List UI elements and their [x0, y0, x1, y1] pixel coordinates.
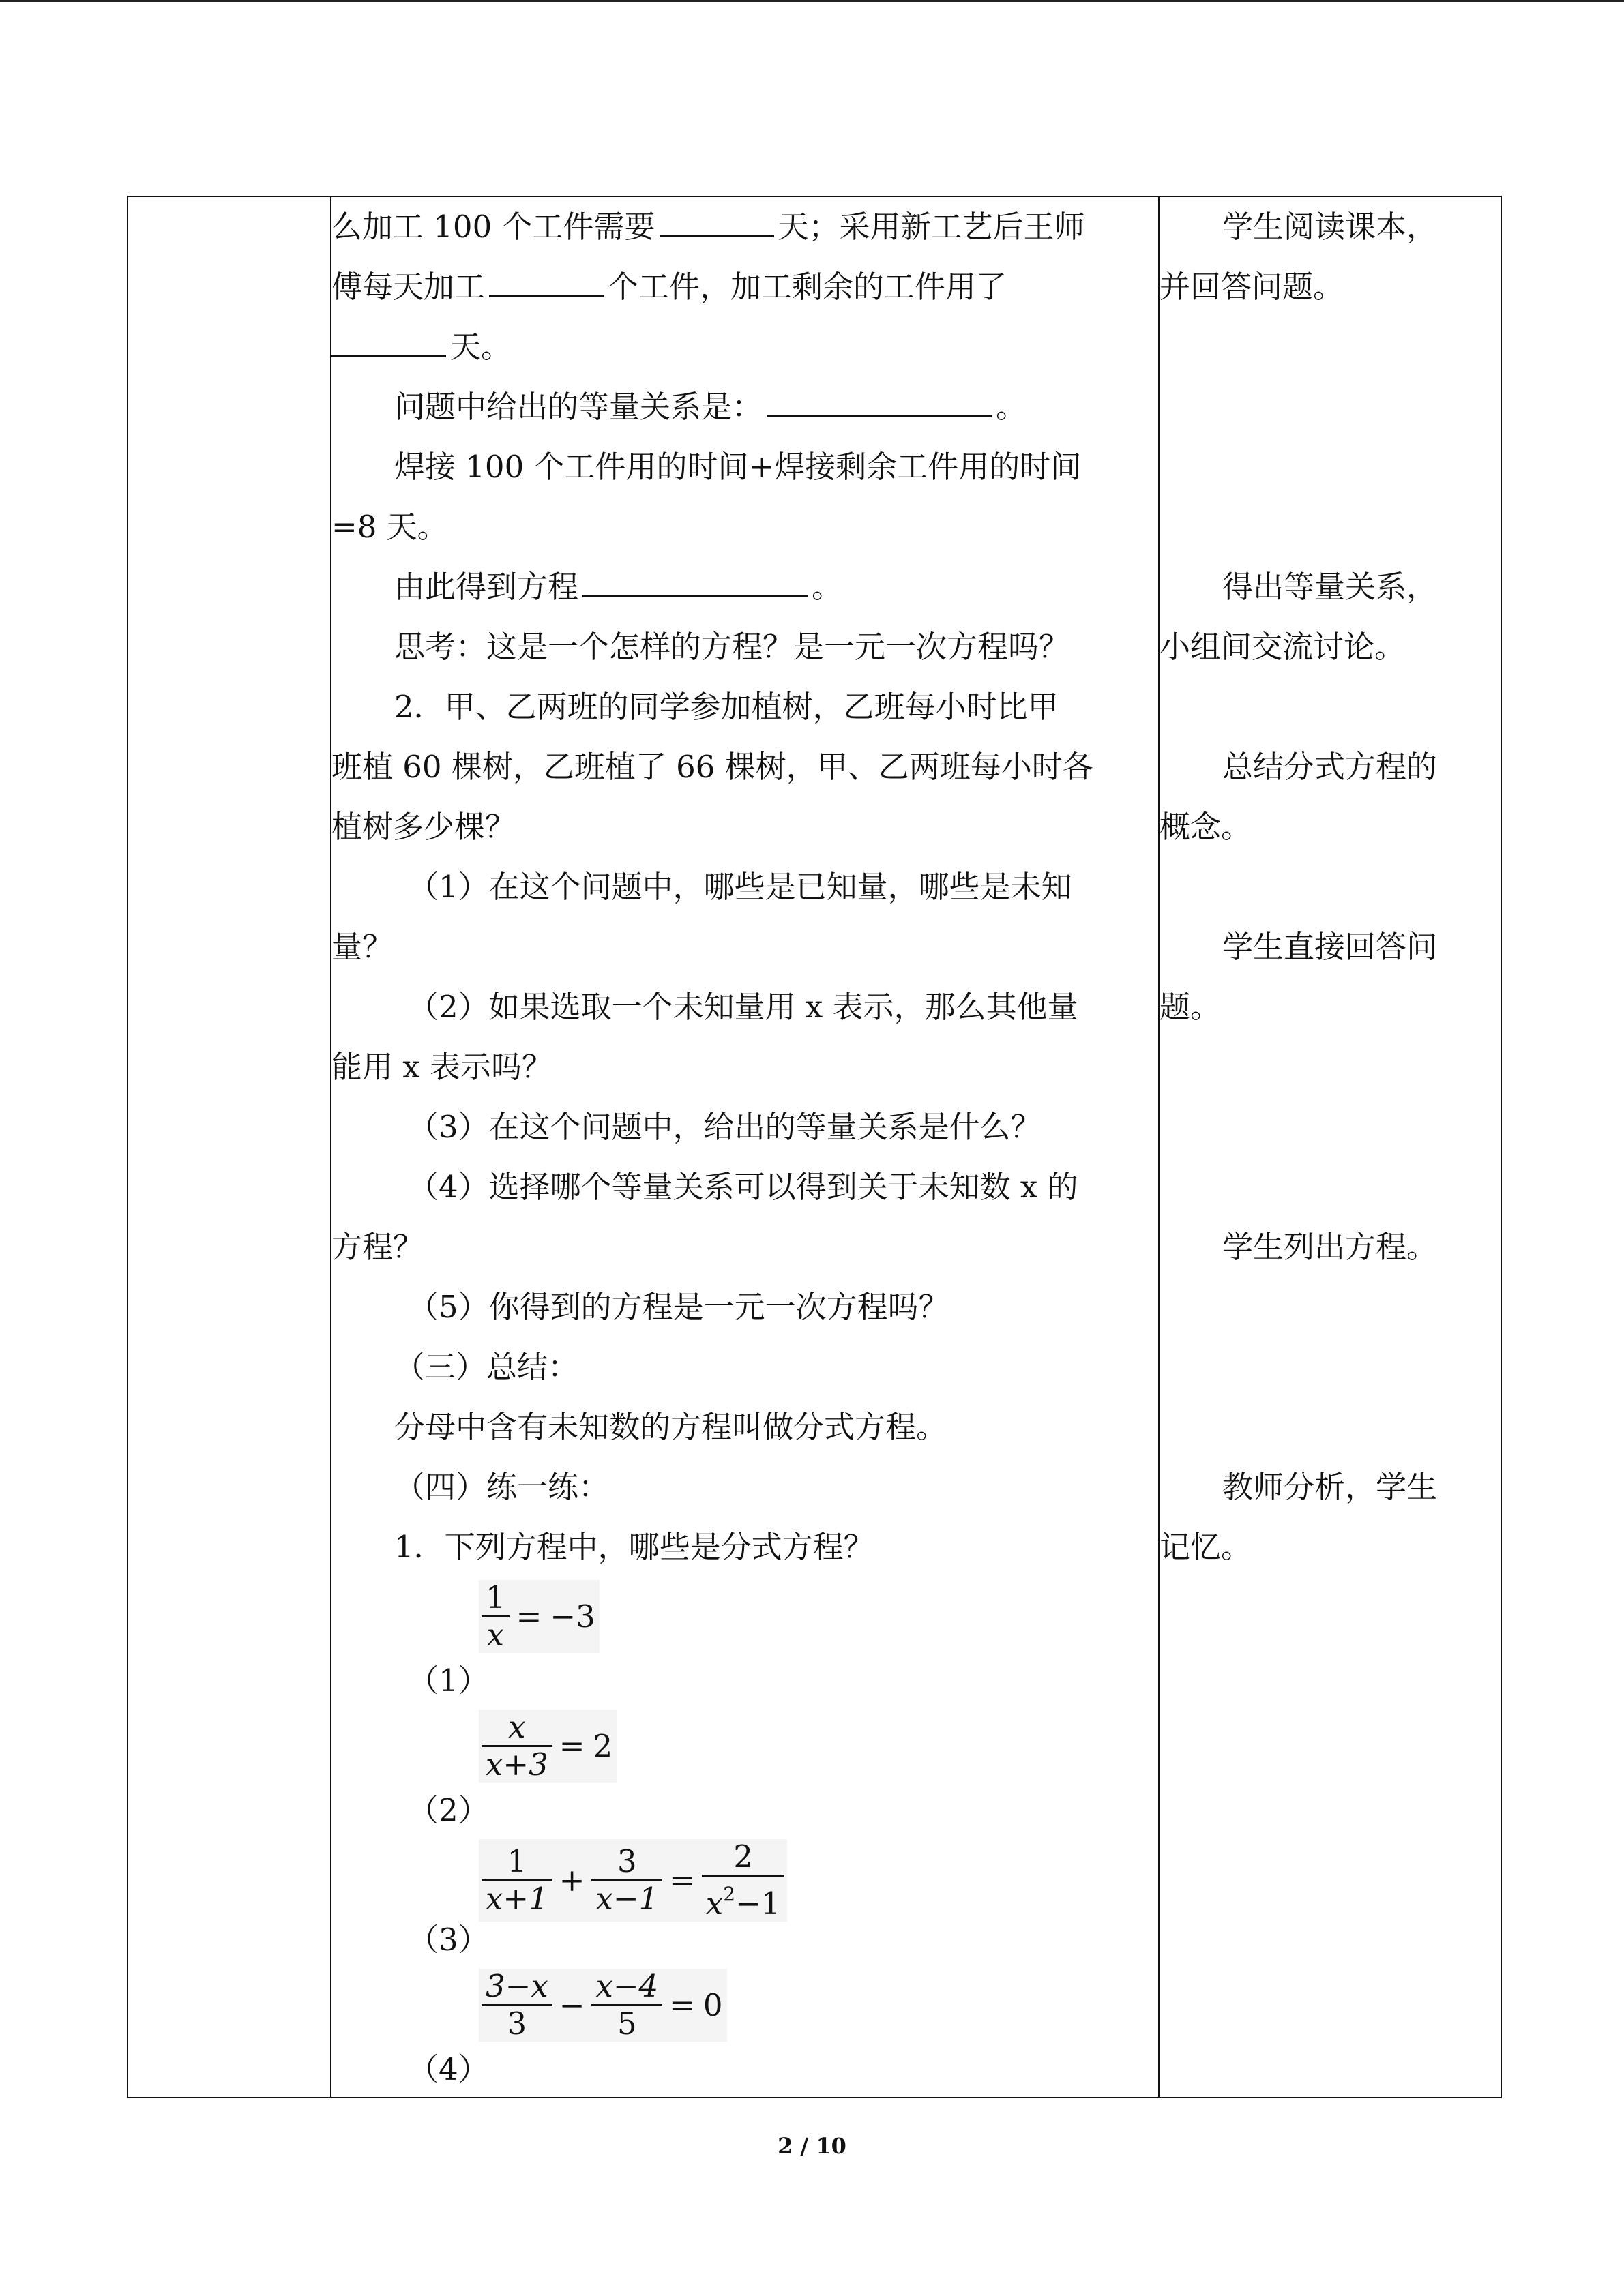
- answer-blank: [767, 387, 992, 417]
- teaching-content-cell: [331, 196, 1159, 2098]
- text-line: 2．甲、乙两班的同学参加植树，乙班每小时比甲: [394, 689, 1059, 725]
- answer-blank: [489, 267, 604, 297]
- text-line: 班植 60 棵树，乙班植了 66 棵树，甲、乙两班每小时各: [331, 749, 1093, 785]
- text-line: （3）在这个问题中，给出的等量关系是什么？: [408, 1109, 1042, 1145]
- text-line: 1．下列方程中，哪些是分式方程？: [394, 1529, 874, 1565]
- lesson-table: [127, 196, 1502, 2098]
- equation-2: （2） $\frac{x}{x+3}$ = 2: [331, 1707, 1158, 1836]
- text-line: 能用 x 表示吗？: [331, 1049, 552, 1085]
- text-line: 分母中含有未知数的方程叫做分式方程。: [394, 1409, 947, 1445]
- equation-1: （1） $\frac{1}{x}$ = −3: [331, 1577, 1158, 1707]
- note-line: 小组间交流讨论。: [1160, 629, 1406, 665]
- note-line: 学生阅读课本，: [1222, 209, 1438, 245]
- note-line: 教师分析，学生: [1222, 1469, 1438, 1505]
- equation-2-formula: $\frac{x}{x+3}$ = 2: [479, 1710, 617, 1783]
- text-line: （三）总结：: [394, 1349, 579, 1385]
- text-line: 思考：这是一个怎样的方程？是一元一次方程吗？: [394, 629, 1070, 665]
- note-line: 学生列出方程。: [1222, 1229, 1438, 1265]
- equation-1-formula: $\frac{1}{x}$ = −3: [479, 1580, 600, 1653]
- text-line: 傅每天加工 个工件，加工剩余的工件用了: [331, 269, 1007, 305]
- student-activity-cell: [1159, 196, 1501, 2098]
- text-line: 量？: [331, 929, 394, 965]
- note-line: 学生直接回答问: [1222, 929, 1438, 965]
- text-line: （2）如果选取一个未知量用 x 表示，那么其他量: [408, 989, 1078, 1025]
- page-top-border: [0, 0, 1624, 2]
- page-number: 2 / 10: [778, 2133, 846, 2159]
- text-line: （四）练一练：: [394, 1469, 610, 1505]
- answer-blank: [582, 567, 808, 597]
- note-line: 总结分式方程的: [1222, 749, 1438, 785]
- note-line: 得出等量关系，: [1222, 569, 1438, 605]
- note-line: 记忆。: [1160, 1529, 1252, 1565]
- equation-4: （4） $\frac{3-x}{3}$ − $\frac{x-4}{5}$ = 0: [331, 1966, 1158, 2096]
- equation-3: （3） $\frac{1}{x+1}$ + $\frac{3}{x-1}$ = $\frac{2}{x^2-1}$: [331, 1836, 1158, 1966]
- table-row: [128, 196, 1501, 2098]
- equation-4-formula: $\frac{3-x}{3}$ − $\frac{x-4}{5}$ = 0: [479, 1969, 727, 2042]
- text-line: （4）选择哪个等量关系可以得到关于未知数 x 的: [408, 1169, 1078, 1205]
- text-line: 方程？: [331, 1229, 424, 1265]
- text-line: 由此得到方程 。: [394, 569, 843, 605]
- text-line: 焊接 100 个工件用的时间+焊接剩余工件用的时间: [394, 449, 1082, 485]
- equation-3-formula: $\frac{1}{x+1}$ + $\frac{3}{x-1}$ = $\frac{2}{x^2-1}$: [479, 1839, 787, 1922]
- text-line: （1）在这个问题中，哪些是已知量，哪些是未知: [408, 869, 1072, 905]
- text-line: 植树多少棵？: [331, 809, 516, 845]
- empty-column: [128, 196, 331, 2098]
- answer-blank: [660, 207, 774, 237]
- text-line: 天。: [331, 317, 1158, 377]
- text-line: 么加工 100 个工件需要 天；采用新工艺后王师: [331, 209, 1085, 245]
- text-line: 问题中给出的等量关系是： 。: [394, 389, 1027, 425]
- note-line: 并回答问题。: [1160, 269, 1344, 305]
- answer-blank: [331, 327, 446, 357]
- note-line: 题。: [1160, 989, 1222, 1025]
- text-line: （5）你得到的方程是一元一次方程吗？: [408, 1289, 949, 1325]
- text-line: =8 天。: [331, 509, 448, 545]
- note-line: 概念。: [1160, 809, 1252, 845]
